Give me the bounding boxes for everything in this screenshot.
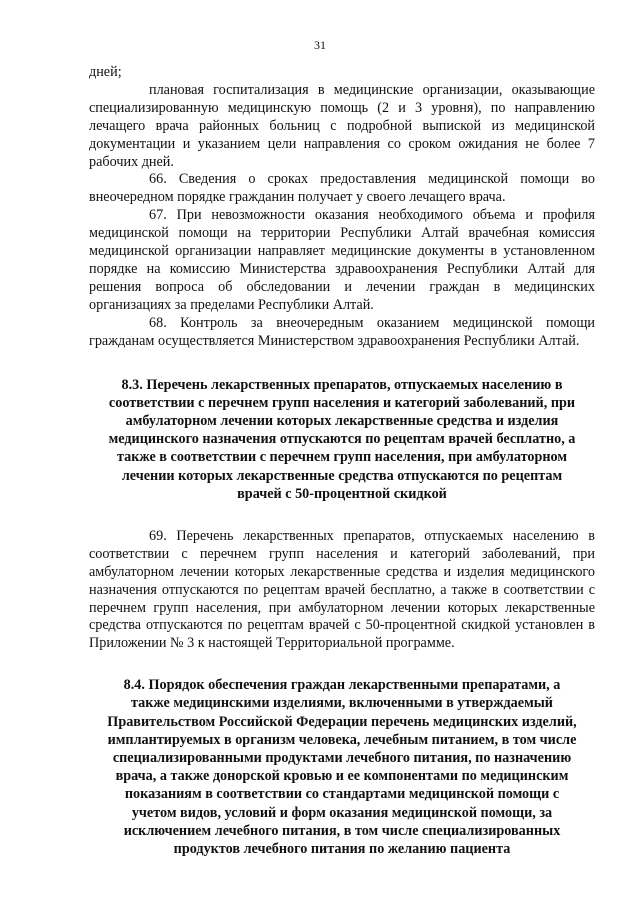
heading-line: медицинского назначения отпускаются по рецептам врачей бесплатно, а xyxy=(108,431,576,448)
paragraph-68: 68. Контроль за внеочередным оказанием медицинской помощи гражданам осуществляется Министерством здравоохранения Республики Алтай. xyxy=(89,314,595,349)
heading-line: специализированными продуктами лечебного питания, по назначению xyxy=(112,750,572,767)
paragraph-66: 66. Сведения о сроках предоставления медицинской помощи во внеочередном порядке гражданин получает у своего лечащего врача. xyxy=(89,171,595,206)
paragraph-67: 67. При невозможности оказания необходимого объема и профиля медицинской помощи на территории Республики Алтай врачебная комиссия медицинской организации направляет медицинские документы в установленном порядке на комиссию Министерства здравоохранения Республики Алтай для решения вопроса об обследовании и лечении граждан в медицинских организациях за пределами Республики Алтай. xyxy=(89,207,595,313)
heading-line: врача, а также донорской кровью и ее компонентами по медицинским xyxy=(115,768,569,785)
heading-line: также медицинскими изделиями, включенными в утверждаемый xyxy=(131,695,553,712)
paragraph-planned-hospitalization: плановая госпитализация в медицинские организации, оказывающие специализированную медицинскую помощь (2 и 3 уровня), по направлению лечащего врача районных больниц с подробной выпиской из медицинской документации и указанием цели направления со сроком ожидания не более 7 рабочих дней. xyxy=(89,81,595,170)
heading-line: 8.3. Перечень лекарственных препаратов, отпускаемых населению в xyxy=(121,376,563,393)
paragraph-continuation: дней; xyxy=(89,64,122,80)
heading-line: Правительством Российской Федерации перечень медицинских изделий, xyxy=(107,713,577,730)
heading-line: лечении которых лекарственные средства отпускаются по рецептам xyxy=(121,467,563,484)
paragraph-69: 69. Перечень лекарственных препаратов, отпускаемых населению в соответствии с перечнем групп населения и категорий заболеваний, при амбулаторном лечении которых лекарственные средства и изделия медицинского назначения отпускаются по рецептам врачей бесплатно, а также в соответствии с перечнем групп населения, при амбулаторном лечении которых лекарственные средства отпускаются по рецептам врачей с 50-процентной скидкой установлен в Приложении № 3 к настоящей Территориальной программе. xyxy=(89,527,595,652)
page-number: 31 xyxy=(314,38,326,52)
heading-line: амбулаторном лечении которых лекарственные средства и изделия xyxy=(125,412,559,429)
heading-line: врачей с 50-процентной скидкой xyxy=(237,485,447,502)
heading-line: исключением лечебного питания, в том числе специализированных xyxy=(123,822,561,839)
heading-line: 8.4. Порядок обеспечения граждан лекарственными препаратами, а xyxy=(123,677,561,694)
heading-line: соответствии с перечнем групп населения и категорий заболеваний, при xyxy=(108,394,576,411)
heading-line: продуктов лечебного питания по желанию пациента xyxy=(173,841,511,858)
heading-line: также в соответствии с перечнем групп населения, при амбулаторном xyxy=(116,449,568,466)
section-heading-8-3 xyxy=(89,376,595,503)
section-heading-8-4 xyxy=(89,676,595,858)
document-body xyxy=(89,64,595,858)
heading-line: имплантируемых в организм человека, лечебным питанием, в том числе xyxy=(107,731,577,748)
heading-line: учетом видов, условий и форм оказания медицинской помощи, за xyxy=(131,804,553,821)
heading-line: показаниям в соответствии со стандартами медицинской помощи с xyxy=(124,786,560,803)
